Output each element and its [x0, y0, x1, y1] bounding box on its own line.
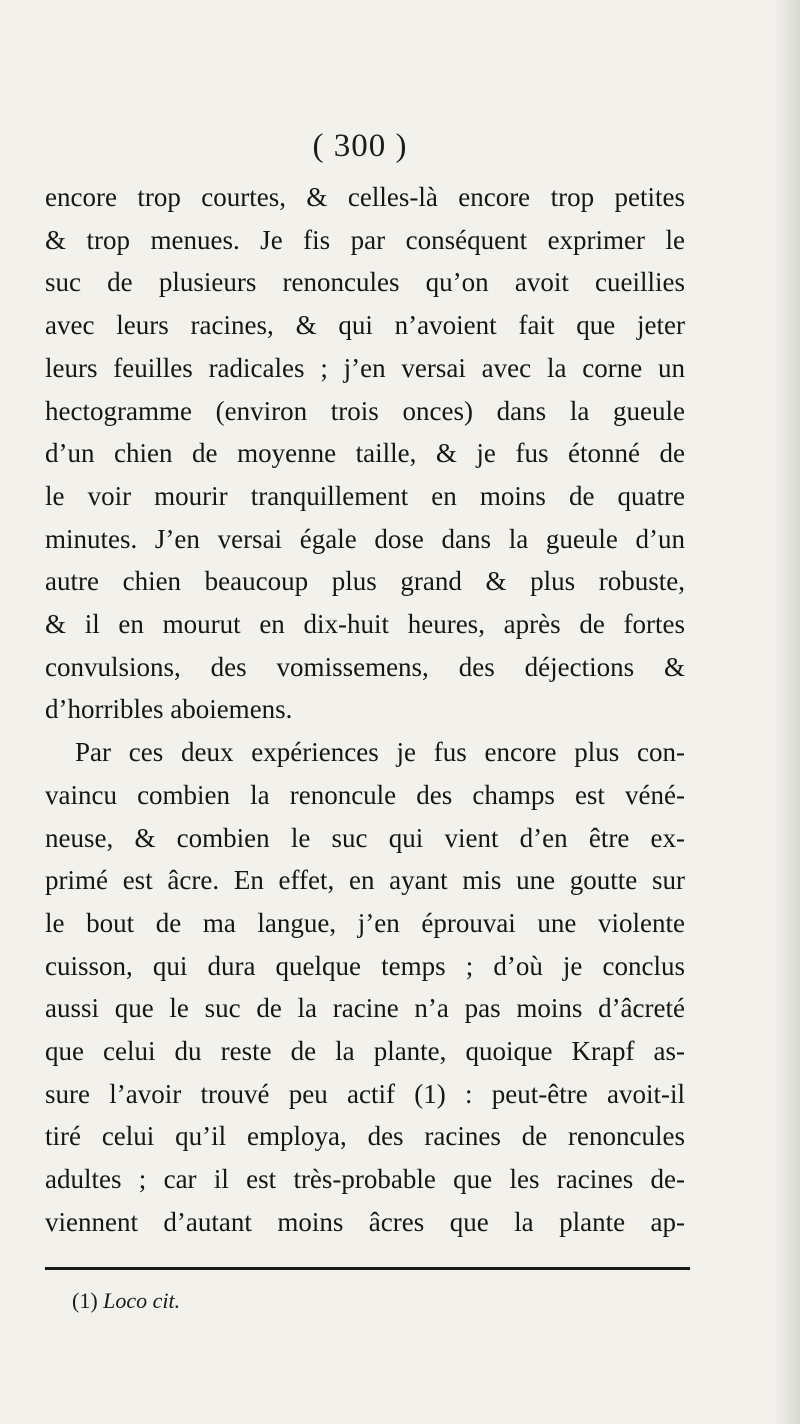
- footnote-marker: (1): [72, 1288, 98, 1313]
- text-line: que celui du reste de la plante, quoique Krapf as-: [45, 1036, 685, 1067]
- text-line: le voir mourir tranquillement en moins de quatre: [45, 480, 685, 511]
- page-number: ( 300 ): [312, 128, 408, 164]
- paragraph-2: [45, 731, 685, 1243]
- text-line: sure l’avoir trouvé peu actif (1) : peut-être avoit-il: [45, 1078, 685, 1109]
- text-line: autre chien beaucoup plus grand & plus robuste,: [45, 566, 685, 597]
- text-line: neuse, & combien le suc qui vient d’en être ex-: [45, 822, 685, 853]
- text-line: Par ces deux expériences je fus encore plus con-: [75, 737, 685, 768]
- text-line: le bout de ma langue, j’en éprouvai une violente: [45, 907, 685, 938]
- text-line: adultes ; car il est très-probable que les racines de-: [45, 1164, 685, 1195]
- paragraph-1: [45, 176, 685, 731]
- text-line: & il en mourut en dix-huit heures, après de fortes: [45, 609, 685, 640]
- text-line: avec leurs racines, & qui n’avoient fait que jeter: [45, 310, 685, 341]
- footnote: [72, 1288, 180, 1314]
- footnote-rule: [45, 1267, 690, 1270]
- text-line: primé est âcre. En effet, en ayant mis une goutte sur: [45, 865, 685, 896]
- text-line: hectogramme (environ trois onces) dans la gueule: [45, 395, 685, 426]
- body-text: [45, 176, 685, 1244]
- text-line: leurs feuilles radicales ; j’en versai avec la corne un: [45, 352, 685, 383]
- text-line: & trop menues. Je fis par conséquent exprimer le: [45, 224, 685, 255]
- text-line: viennent d’autant moins âcres que la plante ap-: [45, 1206, 685, 1237]
- footnote-text: Loco cit.: [103, 1288, 181, 1313]
- text-line: convulsions, des vomissemens, des déjections &: [45, 651, 685, 682]
- text-line: cuisson, qui dura quelque temps ; d’où je conclus: [45, 950, 685, 981]
- page-edge-shadow: [774, 0, 800, 1424]
- text-line: d’horribles aboiemens.: [45, 694, 293, 725]
- text-line: d’un chien de moyenne taille, & je fus étonné de: [45, 438, 685, 469]
- text-line: aussi que le suc de la racine n’a pas moins d’âcreté: [45, 993, 685, 1024]
- text-line: vaincu combien la renoncule des champs est véné-: [45, 779, 685, 810]
- text-line: minutes. J’en versai égale dose dans la gueule d’un: [45, 523, 685, 554]
- text-line: encore trop courtes, & celles-là encore trop petites: [45, 182, 685, 212]
- text-line: tiré celui qu’il employa, des racines de renoncules: [45, 1121, 685, 1152]
- text-line: suc de plusieurs renoncules qu’on avoit cueillies: [45, 267, 685, 298]
